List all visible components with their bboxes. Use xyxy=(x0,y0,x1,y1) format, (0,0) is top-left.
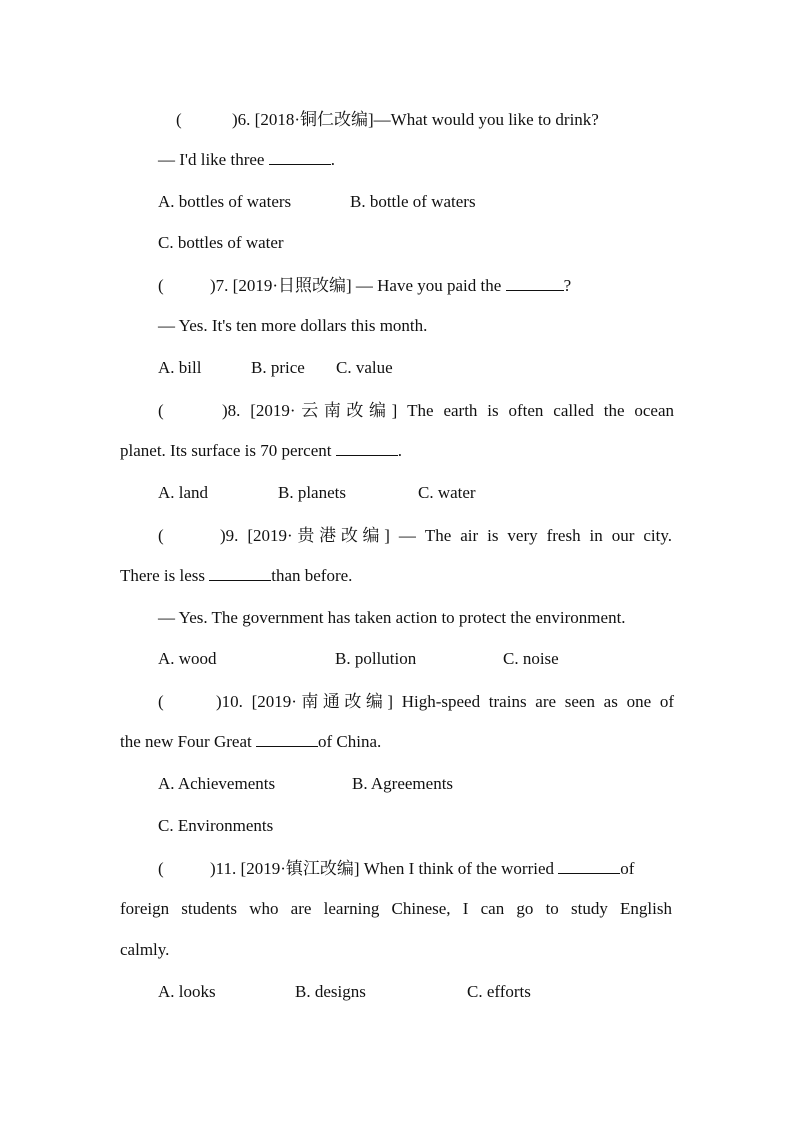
q7-stem xyxy=(210,276,571,296)
q6-paren: ( xyxy=(176,110,182,129)
q6-stem: )6. [2018·铜仁改编]—What would you like to drink? xyxy=(232,110,599,129)
q8-cont-end: . xyxy=(397,441,402,460)
q10-option-a[interactable]: A. Achievements xyxy=(158,774,276,793)
q8-cont xyxy=(120,441,402,461)
q7-option-c[interactable]: C. value xyxy=(336,358,393,377)
q8-stem: )8. [2019·云南改编] The earth is often called the ocean xyxy=(222,401,674,420)
q11-paren: ( xyxy=(158,859,164,878)
q6-option-a[interactable]: A. bottles of waters xyxy=(158,192,292,211)
q11-stem xyxy=(210,859,634,879)
q7-option-a[interactable]: A. bill xyxy=(158,358,202,377)
q8-option-c[interactable]: C. water xyxy=(418,483,476,502)
q9-option-a[interactable]: A. wood xyxy=(158,649,217,668)
q6-reply xyxy=(158,150,335,170)
q9-stem: )9. [2019·贵港改编] — The air is very fresh in our city. xyxy=(220,526,672,545)
q11-cont: foreign students who are learning Chinese, I can go to study English xyxy=(120,899,672,918)
q11-option-b[interactable]: B. designs xyxy=(295,982,366,1001)
q6-reply-end: . xyxy=(330,150,335,169)
answer-blank[interactable] xyxy=(336,441,398,456)
q9-reply: — Yes. The government has taken action to protect the environment. xyxy=(158,608,626,627)
q10-cont-end: of China. xyxy=(317,732,382,751)
q9-cont-text: There is less xyxy=(120,566,205,585)
q11-stem-text: )11. [2019·镇江改编] When I think of the worried xyxy=(210,859,555,878)
q8-option-a[interactable]: A. land xyxy=(158,483,209,502)
q9-option-b[interactable]: B. pollution xyxy=(335,649,417,668)
q7-reply: — Yes. It's ten more dollars this month. xyxy=(158,316,428,335)
q9-option-c[interactable]: C. noise xyxy=(503,649,559,668)
q10-cont xyxy=(120,732,381,752)
q8-cont-text: planet. Its surface is 70 percent xyxy=(120,441,332,460)
q10-cont-text: the new Four Great xyxy=(120,732,252,751)
q9-cont-end: than before. xyxy=(271,566,353,585)
q10-option-c[interactable]: C. Environments xyxy=(158,816,274,835)
answer-blank[interactable] xyxy=(209,566,271,581)
q6-option-c[interactable]: C. bottles of water xyxy=(158,233,284,252)
answer-blank[interactable] xyxy=(269,150,331,165)
q7-option-b[interactable]: B. price xyxy=(251,358,305,377)
q9-paren: ( xyxy=(158,526,164,545)
q6-reply-text: — I'd like three xyxy=(158,150,265,169)
q11-option-a[interactable]: A. looks xyxy=(158,982,216,1001)
q9-cont xyxy=(120,566,352,586)
q8-option-b[interactable]: B. planets xyxy=(278,483,346,502)
q6-option-b[interactable]: B. bottle of waters xyxy=(350,192,476,211)
q11-cont2: calmly. xyxy=(120,940,170,959)
q10-stem: )10. [2019·南通改编] High-speed trains are seen as one of xyxy=(216,692,674,711)
q7-stem-text: )7. [2019·日照改编] — Have you paid the xyxy=(210,276,502,295)
answer-blank[interactable] xyxy=(506,276,564,291)
q11-stem-end: of xyxy=(620,859,635,878)
q7-paren: ( xyxy=(158,276,164,295)
q11-option-c[interactable]: C. efforts xyxy=(467,982,531,1001)
q10-option-b[interactable]: B. Agreements xyxy=(352,774,454,793)
q8-paren: ( xyxy=(158,401,164,420)
answer-blank[interactable] xyxy=(256,732,318,747)
answer-blank[interactable] xyxy=(558,859,620,874)
q7-stem-end: ? xyxy=(563,276,572,295)
q10-paren: ( xyxy=(158,692,164,711)
